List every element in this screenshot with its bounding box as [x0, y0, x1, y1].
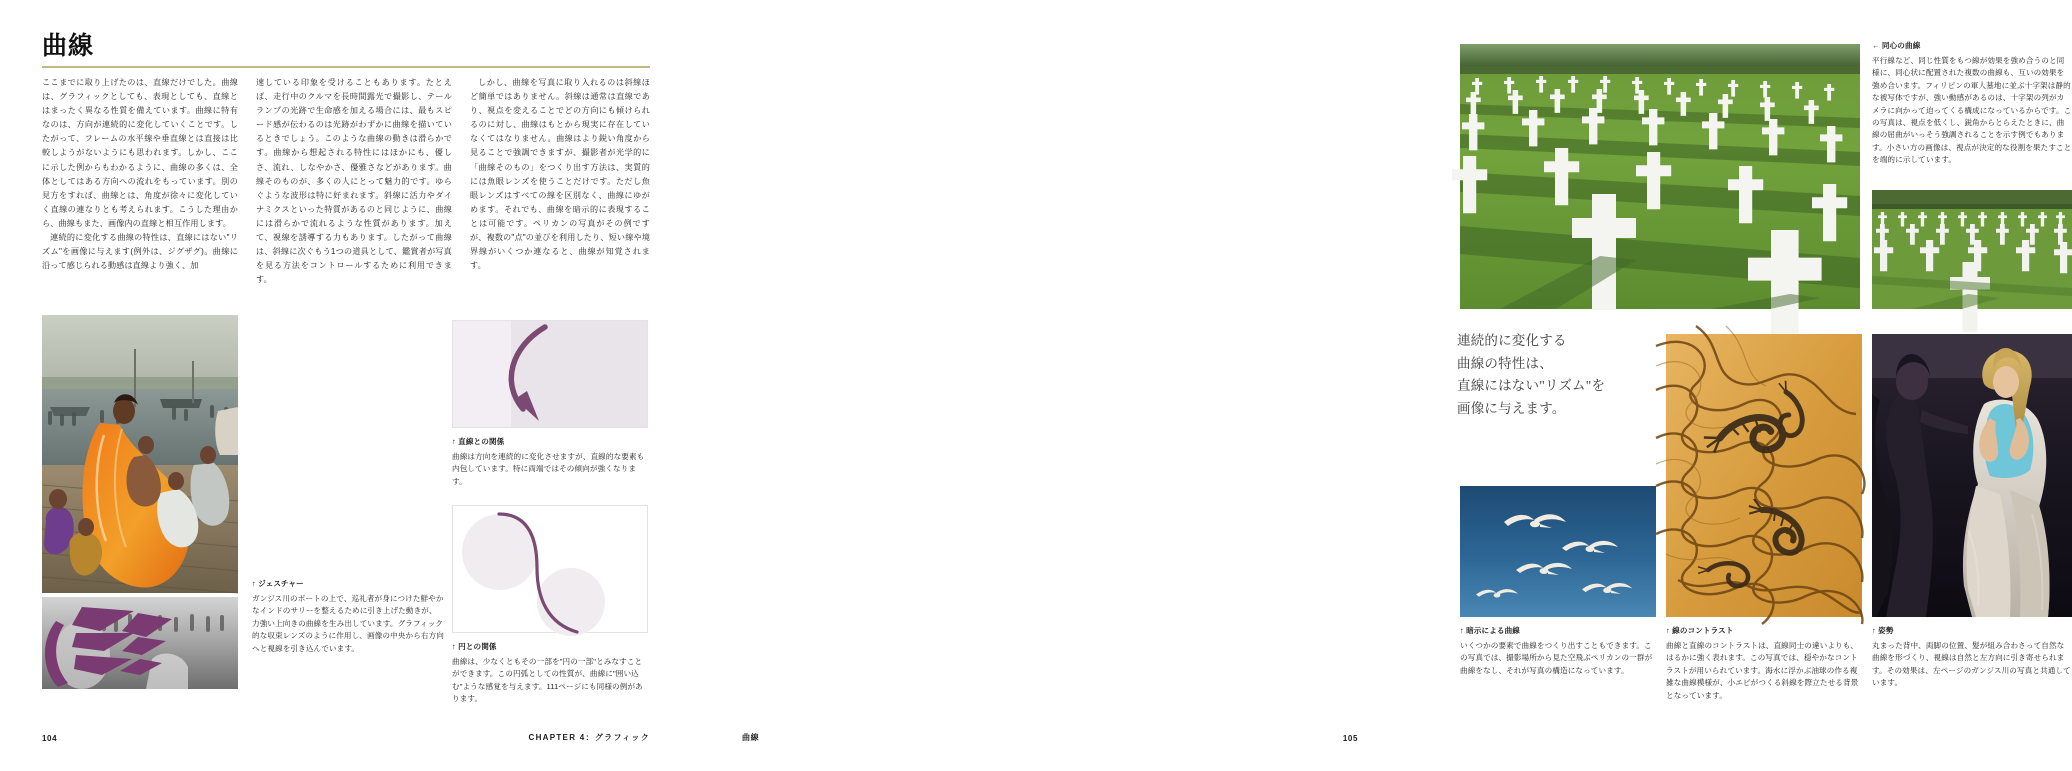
diagram-curve-circle-relation — [452, 505, 648, 633]
photo-ganges-artwork — [42, 315, 238, 593]
caption-body: 曲線は方向を連続的に変化させますが、直線的な要素も内包しています。特に両端ではその傾向が強くなります。 — [452, 451, 645, 486]
caption-line-contrast — [1666, 625, 1862, 702]
caption-posture — [1872, 625, 2072, 690]
caption-marker-icon: ← — [1872, 41, 1880, 50]
caption-marker-icon: ↑ — [1872, 626, 1876, 635]
photo-pelicans-artwork — [1460, 486, 1656, 617]
pull-quote-line: 曲線の特性は、 — [1457, 355, 1553, 371]
paragraph: 連続的に変化する曲線の特性は、直線にはない"リズム"を画像に与えます(例外は、ジグザグ)。曲線に沿って感じられる動感は直線より強く、加 — [42, 233, 238, 271]
page-title: 曲線 — [42, 32, 95, 60]
photo-shrimp-artwork — [1666, 334, 1862, 617]
caption-title — [1460, 625, 1656, 637]
body-column-2 — [256, 76, 452, 287]
pull-quote-line: 連続的に変化する — [1457, 333, 1567, 348]
caption-title-text: 姿勢 — [1878, 626, 1894, 635]
diagram-curve-straight-relation — [452, 320, 648, 428]
caption-body: 平行線など、同じ性質をもつ線が効果を強め合うのと同様に、同心状に配置された複数の曲線も、互いの効果を強め合います。フィリピンの軍人墓地に並ぶ十字架は静的な被写体ですが、強い動感があるのは、十字架の列がカメラに向かって迫ってくる構成になっているからです。この写真は、視点を低くし、鋭角からとらえたときに、曲線の屈曲がいっそう強調されることを示す例でもあります。小さい方の画像は、視点が決定的な役割を果たすことを端的に示しています。 — [1872, 55, 2072, 165]
photo-cemetery-large — [1460, 44, 1860, 309]
caption-marker-icon: ↑ — [452, 437, 456, 446]
paragraph: しかし、曲線を写真に取り入れるのは斜線ほど簡単ではありません。斜線は通常は直線であり、視点を変えることでどの方向にも傾けられるのに対し、曲線はもとから現実に存在していなくてはなりません。曲線はより鋭い角度から見ることで強調できますが、撮影者が光学的に「曲線そのもの」をつくり出す方法は、実質的には魚眼レンズを使うことだけです。ただし魚眼レンズはすべての線を区別なく、曲線にゆがめます。それでも、曲線を暗示的に表現することは可能です。ペリカンの写真がその例ですが、複数の"点"の並びを利用したり、短い線や境界線がいくつか連なると、曲線が知覚されます。 — [470, 78, 650, 271]
photo-posture-artwork — [1872, 334, 2072, 617]
photo-ganges-boat — [42, 315, 238, 593]
folio-page-number-right: 105 — [1342, 734, 1358, 743]
caption-body: 曲線と直線のコントラストは、直線同士の違いよりも、はるかに強く表れます。この写真では、穏やかなコントラストが用いられています。海水に浮かぶ油球の作る複雑な曲線模様が、小エビがつくる斜線を際立たせる背景となっています。 — [1666, 640, 1859, 700]
right-page — [700, 0, 2072, 771]
body-column-1 — [42, 76, 238, 273]
caption-marker-icon: ↑ — [252, 579, 256, 588]
caption-title-text: 暗示による曲線 — [1466, 626, 1520, 635]
caption-title — [252, 578, 444, 590]
diagram-circle-artwork — [453, 506, 647, 632]
caption-title — [452, 641, 648, 653]
caption-body: 丸まった背中、両脚の位置、髪が組み合わさって自然な曲線を形づくり、視線は自然と左方向に引き寄せられます。その効果は、左ページのガンジス川の写真と共通しています。 — [1872, 640, 2071, 688]
caption-title-text: 同心の曲線 — [1881, 41, 1921, 50]
photo-shrimp-oil-pattern — [1666, 334, 1862, 617]
caption-gesture — [252, 578, 444, 655]
caption-circle-relation — [452, 641, 648, 706]
pull-quote — [1457, 330, 1657, 420]
left-page — [0, 0, 700, 771]
folio-section-right: 曲線 — [742, 733, 760, 742]
caption-title — [1666, 625, 1862, 637]
folio-page-number-left: 104 — [42, 734, 58, 743]
photo-posture-figures — [1872, 334, 2072, 617]
caption-title-text: ジェスチャー — [258, 579, 304, 588]
paragraph: ここまでに取り上げたのは、直線だけでした。曲線は、グラフィックとしても、表現としても、直線とはまったく異なる性質を備えています。曲線に特有なのは、方向が連続的に変化していくことです。したがって、フレームの水平線や垂直線とは直接は比較しようがないようにも思われます。しかし、ここに示した例からもわかるように、曲線の多くは、全体としてはある方向への流れをもっています。別の見方をすれば、曲線とは、角度が徐々に変化していく直線の連なりとも考えられます。こうした理由から、曲線もまた、画像内の直線と相互作用します。 — [42, 78, 238, 228]
caption-concentric — [1872, 40, 2072, 167]
caption-marker-icon: ↑ — [452, 642, 456, 651]
caption-marker-icon: ↑ — [1460, 626, 1464, 635]
photo-ganges-diagram-overlay — [42, 597, 238, 689]
caption-straight-relation — [452, 436, 648, 488]
caption-title — [452, 436, 648, 448]
photo-ganges-bw-artwork — [42, 597, 238, 689]
body-column-3 — [470, 76, 650, 273]
paragraph: 速している印象を受けることもあります。たとえば、走行中のクルマを長時間露光で撮影し、テールランプの光跡で生命感を加える場合には、最もスピード感が伝わるのは光跡がわずかに曲線を描いているときでしょう。このような曲線の動きは滑らかです。曲線から想起される特性にはほかにも、優しさ、流れ、しなやかさ、優雅さなどがあります。曲線そのものが、多くの人にとって魅力的です。ゆらぐような波形は特に好まれます。斜線に活力やダイナミクスといった特質があるのと同じように、曲線には滑らかで流れるような性質があります。加えて、視線を誘導する力もあります。したがって曲線は、斜線に次ぐもう1つの道具として、鑑賞者が写真を見る方法をコントロールするために利用できます。 — [256, 78, 452, 285]
caption-title-text: 直線との関係 — [458, 437, 505, 446]
diagram-arrow-artwork — [453, 321, 647, 427]
caption-title — [1872, 40, 2072, 52]
caption-implied-curve — [1460, 625, 1656, 677]
folio-chapter-left: CHAPTER 4：グラフィック — [528, 733, 650, 742]
caption-body: いくつかの要素で曲線をつくり出すこともできます。この写真では、撮影場所から見た空飛ぶペリカンの一群が曲線をなし、それが写真の構造になっています。 — [1460, 640, 1653, 675]
pull-quote-line: 画像に与えます。 — [1457, 400, 1566, 416]
pull-quote-line: 直線にはない"リズム"を — [1457, 378, 1606, 393]
caption-body: 曲線は、少なくともその一部を"円の一部"とみなすことができます。この円弧としての性質が、曲線に"囲い込む"ような感覚を与えます。111ページにも同様の例があります。 — [452, 656, 643, 704]
photo-cemetery-artwork — [1460, 44, 1860, 309]
title-rule — [42, 66, 650, 68]
photo-pelicans — [1460, 486, 1656, 617]
caption-body: ガンジス川のボートの上で、巡礼者が身につけた鮮やかなインドのサリーを整えるために引き上げた動きが、力強い上向きの曲線を生み出しています。グラフィック的な収束レンズのように作用し、画像の中央から右方向へと視線を引き込んでいます。 — [252, 593, 444, 653]
caption-title — [1872, 625, 2072, 637]
caption-title-text: 円との関係 — [458, 642, 497, 651]
caption-title-text: 線のコントラスト — [1672, 626, 1734, 635]
photo-cemetery-small-artwork — [1872, 190, 2072, 309]
caption-marker-icon: ↑ — [1666, 626, 1670, 635]
photo-cemetery-small — [1872, 190, 2072, 309]
